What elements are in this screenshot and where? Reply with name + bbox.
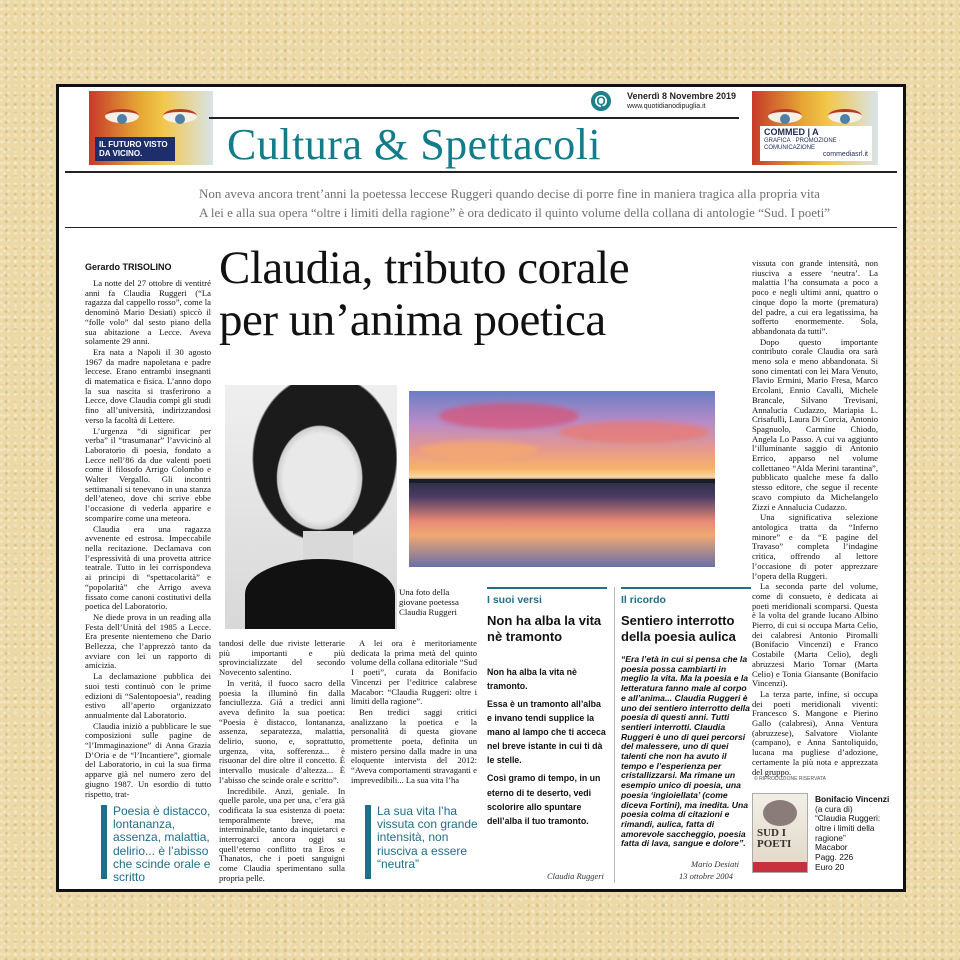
photo-caption: Una foto della giovane poetessa Claudia Ruggeri: [399, 587, 459, 618]
byline: Gerardo TRISOLINO: [85, 262, 172, 272]
shoreline: [409, 479, 715, 483]
book-cover-face: [763, 800, 797, 826]
ricordo-signature: Mario Desiati: [691, 859, 739, 869]
paragraph: tandosi delle due riviste letterarie più importanti e più sprovincializzate del secondo Novecento salentino.: [219, 638, 345, 678]
newspaper-logo-icon: Q: [591, 91, 611, 111]
pull-quote-bar: [365, 805, 371, 879]
paragraph: Ne diede prova in un reading alla Festa dell’Unità del 1985 a Lecce. Era presente nientemeno che Dario Bellezza, che l’apprezzò tanto da avviare con lei un rapporto di amicizia.: [85, 611, 211, 671]
paragraph: vissuta con grande intensità, non riusciva a essere ‘neutra’. La malattia l’ha consumata a poco a poco e negli ultimi anni, quattro o cinque dopo la morte (prematura) del padre, a cui era legatissima, ha sofferto enormemente. Sola, abbandonata da tutti”.: [752, 258, 878, 336]
headline: [219, 243, 759, 346]
box-ricordo-title: Sentiero interrotto della poesia aulica: [621, 613, 736, 644]
sunset-photo: [409, 391, 715, 567]
cloud: [419, 441, 539, 459]
poem-signature: Claudia Ruggeri: [547, 871, 604, 881]
box-divider: [614, 587, 615, 883]
ad-right-tagline: GRAFICA · PROMOZIONE · COMUNICAZIONE: [764, 138, 841, 151]
pull-quote-2-text: La sua vita l’ha vissuta con grande intensità, non riusciva a essere “neutra”: [377, 804, 478, 871]
section-title: Cultura & Spettacoli: [227, 120, 602, 169]
ad-right-url: commediasrl.it: [822, 151, 868, 159]
pull-quote-1-text: Poesia è distacco, lontananza, assenza, malattia, delirio... è l’abisso che scinde orale e scritto: [113, 804, 211, 884]
paragraph: L’urgenza “di significar per verba” il “trasumanar” l’avvicinò al Laboratorio di poesia, fondato a Lecce nell’86 da due valenti poeti come il filosofo Arrigo Colombo e Walter Vergallo. Gli incontri settimanali si tenevano in una stanza dell’ateneo, dove chi scrive ebbe l’occasione di vederla apparire e scomparire come una meteora.: [85, 425, 211, 523]
paragraph: Era nata a Napoli il 30 agosto 1967 da madre napoletana e padre leccese. Erano entrambi insegnanti di matematica e fisica. L’anno dopo la sua nascita si trasferirono a Lecce, dove Claudia compì gli studi fino all’università, indirizzandosi verso la facoltà di Lettere.: [85, 346, 211, 425]
cloud: [439, 403, 579, 429]
paragraph: A lei ora è meritoriamente dedicata la prima metà del quinto volume della collana editoriale “Sud I poeti”, curata da Bonifacio Vincenzi per l’editrice calabrese Macabor: “Claudia Ruggeri: oltre i limiti della ragione”.: [351, 638, 477, 707]
paragraph: La notte del 27 ottobre di ventitré anni fa Claudia Ruggeri (“La ragazza dal cappello rosso”, come la denominò Mario Desiati) spiccò il “folle volo” dal sesto piano della sua abitazione a Lecce. Aveva solamente 29 anni.: [85, 278, 211, 347]
site-url[interactable]: www.quotidianodipuglia.it: [627, 103, 706, 110]
poem: [487, 665, 607, 832]
paragraph: La declamazione pubblica dei suoi testi continuò con le prime edizioni di “Salentopoesia”, reading estivo all’aperto organizzato annualmente dal Laboratorio.: [85, 671, 211, 720]
book-publisher: Macabor: [815, 842, 848, 853]
pull-quote-bar: [101, 805, 107, 879]
ad-right-tag: [760, 126, 872, 161]
box-versi-label: I suoi versi: [487, 587, 607, 606]
issue-date: Venerdì 8 Novembre 2019: [627, 91, 737, 101]
header-rule: [65, 171, 897, 173]
strap-line-1: Non aveva ancora trent’anni la poetessa leccese Ruggeri quando decise di porre fine in maniera tragica alla propria vita: [199, 186, 820, 201]
eye-left: [105, 109, 139, 123]
paragraph: La terza parte, infine, si occupa dei poeti meridionali viventi: Francesco S. Mangone e Pierino Gallo (calabresi), Anna Ventura (abruzzese), Salvatore Violante (campano), e Anna Santoliquido, lucana ma pugliese d’adozione, certamente la più nota e apprezzata del gruppo.: [752, 688, 878, 777]
pull-quote-1: [113, 804, 215, 884]
box-versi-title: Non ha alba la vita nè tramonto: [487, 613, 602, 644]
newspaper-page: [56, 84, 906, 892]
headline-line-2: per un’anima poetica: [219, 293, 606, 346]
poem-stanza: Non ha alba la vita nè tramonto.: [487, 667, 577, 692]
eye-right: [163, 109, 197, 123]
paragraph: Claudia era una ragazza avvenente ed estrosa. Impeccabile nella recitazione. Declamava con l’espressività di una provetta attrice teatrale. Tutto in lei corrispondeva ai principi di “spettacolarità” e “popolarità” che Arrigo aveva fissato come canoni costitutivi della poetica del Laboratorio.: [85, 523, 211, 612]
paragraph: Claudia iniziò a pubblicare le sue composizioni sulle pagine de “l’Immaginazione” di Anna Grazia D’Oria e de “l’Incantiere”, giornale del Laboratorio, in cui la sua firma apparve già nel numero zero del giugno 1987. Un esordio di tutto rispetto, trat-: [85, 720, 211, 799]
article-column-2: [219, 638, 345, 883]
copyright-credit: © RIPRODUZIONE RISERVATA: [754, 776, 826, 782]
book-editor: Bonifacio Vincenzi: [815, 794, 890, 804]
book-info: [815, 795, 895, 872]
book-editor-role: (a cura di): [815, 803, 853, 814]
poem-stanza: Così gramo di tempo, in un eterno di te deserto, vedi scolorire allo spuntare dell’alba il tuo tramonto.: [487, 773, 601, 826]
article-column-4: [752, 258, 878, 777]
box-ricordo-label: Il ricordo: [621, 587, 751, 606]
article-column-1: [85, 279, 211, 799]
book-cover-title: SUD I POETI: [757, 827, 792, 850]
ad-left-tagline: IL FUTURO VISTO DA VICINO.: [95, 137, 175, 161]
ad-left[interactable]: [89, 91, 213, 165]
strap-rule: [65, 227, 897, 228]
eye-right: [828, 109, 862, 123]
headline-line-1: Claudia, tributo corale: [219, 242, 630, 294]
ad-eyes: [105, 109, 197, 123]
paragraph: La seconda parte del volume, come di consueto, è dedicata ai poeti meridionali scomparsi. Questa è la volta del grande lucano Albino Pierro, di cui si occupa Marta Celio, dei calabresi Antonio Piromalli (Bonifacio Vincenzi) e Franco Costabile (Marta Celio), degli abruzzesi Mario Tornar (Marta Celio) e Tonia Giansante (Bonifacio Vincenzi).: [752, 581, 878, 689]
masthead-rule: [209, 117, 739, 119]
paragraph: Dopo questo importante contributo corale Claudia ora sarà meno sola e meno abbandonata. Si sono cimentati con lei Mara Venuto, Flavio Ermini, Mario Fresa, Marco Ercolani, Ennio Cavalli, Michele Brancale, Silvano Trevisani, Annalucia Cudazzo, Mariapia L. Crisafulli, Laura Di Corcia, Antonio Spagnuolo, Carmine Chiodo, Angela Lo Passo. A cui va aggiunto l’illuminante saggio di Antonio Errico, apparso nel volume collettaneo “Alda Merini tarantina”, pubblicato qualche mese fa dallo stesso editore, che segue il recente scavo compiuto da Michelangelo Zizzi e Annalucia Cudazzo.: [752, 336, 878, 512]
book-title: “Claudia Ruggeri: oltre i limiti della ragione”: [815, 813, 881, 843]
article-column-3: [351, 638, 477, 785]
book-cover-band: [753, 862, 807, 872]
cloud: [559, 421, 709, 443]
paragraph: In verità, il fuoco sacro della poesia la illuminò fin dalla fanciullezza. Già a tredici anni aveva definito la sua poetica: “Poesia è distacco, lontananza, assenza, separatezza, malattia, delirio, suono, e, soprattutto, urgenza, vita, sofferenza... è risuonar del dire oltre il concetto. È intervallo musicale d’altezza... È l’abisso che scinde orale e scritto”.: [219, 677, 345, 785]
box-ricordo-quote: “Era l’età in cui si pensa che la poesia possa cambiarti in meglio la vita. Ma la poesia e la letteratura fanno male al corpo e all’anima... Claudia Ruggeri è uno dei sentiero interrotto della poesia di questi anni. Tutti sentieri interrotti. Claudia Ruggeri è uno di quei percorsi del malessere, uno di quei talenti che non ha avuto il tempo e l’esperienza per cristallizzarsi. Ma rimane un esempio unico di poesia, una poesia ‘ingioiellata’ (come diceva Fortini), ma inedita. Una poesia colma di citazioni e rimandi, aulica, fatta di amorevole saccheggio, poesia fatta di lava, sangue e dolore”.: [621, 654, 750, 849]
page-inner: [59, 87, 903, 889]
book-cover-image: [752, 793, 808, 873]
book-price: Euro 20: [815, 861, 845, 872]
pull-quote-2: [377, 805, 481, 879]
poem-stanza: Essa è un tramonto all’alba e invano tendi supplice la mano al lampo che ti acceca nel breve istante in cui ti dà le stelle.: [487, 699, 606, 766]
paragraph: Una significativa selezione antologica tratta da “Inferno minore” e da “E pagine del Travaso” completa l’indagine critica, offrendo al lettore l’occasione di poter apprezzare l’opera della Ruggeri.: [752, 512, 878, 581]
photo-shoulder: [245, 559, 395, 629]
strap-line-2: A lei e alla sua opera “oltre i limiti della ragione” è ora dedicato il quinto volume della collana di antologie “Sud. I poeti”: [199, 205, 831, 220]
ad-eyes: [768, 109, 862, 123]
paragraph: Incredibile. Anzi, geniale. In quelle parole, una per una, c’era già codificata la sua esistenza di poeta: temporalmente breve, ma interminabile, tanto da inquietarci e interrogarci ancora oggi su quell’eterno conflitto tra Eros e Thanatos, che i poeti sanguigni come Claudia sperimentano sulla propria pelle.: [219, 785, 345, 883]
book-pages: Pagg. 226: [815, 851, 854, 862]
paragraph: Ben tredici saggi critici analizzano la poetica e la personalità di questa giovane promettente poeta, definita un mistero persino dalla madre in una eloquente intervista del 2012: “Aveva comportamenti stravaganti e imprevedibili... La sua vita l’ha: [351, 706, 477, 785]
ad-right[interactable]: [752, 91, 878, 165]
ricordo-date: 13 ottobre 2004: [679, 871, 733, 881]
claudia-portrait-photo: [225, 385, 397, 629]
ad-right-brand: COMMED | A: [764, 127, 819, 138]
eye-left: [768, 109, 802, 123]
